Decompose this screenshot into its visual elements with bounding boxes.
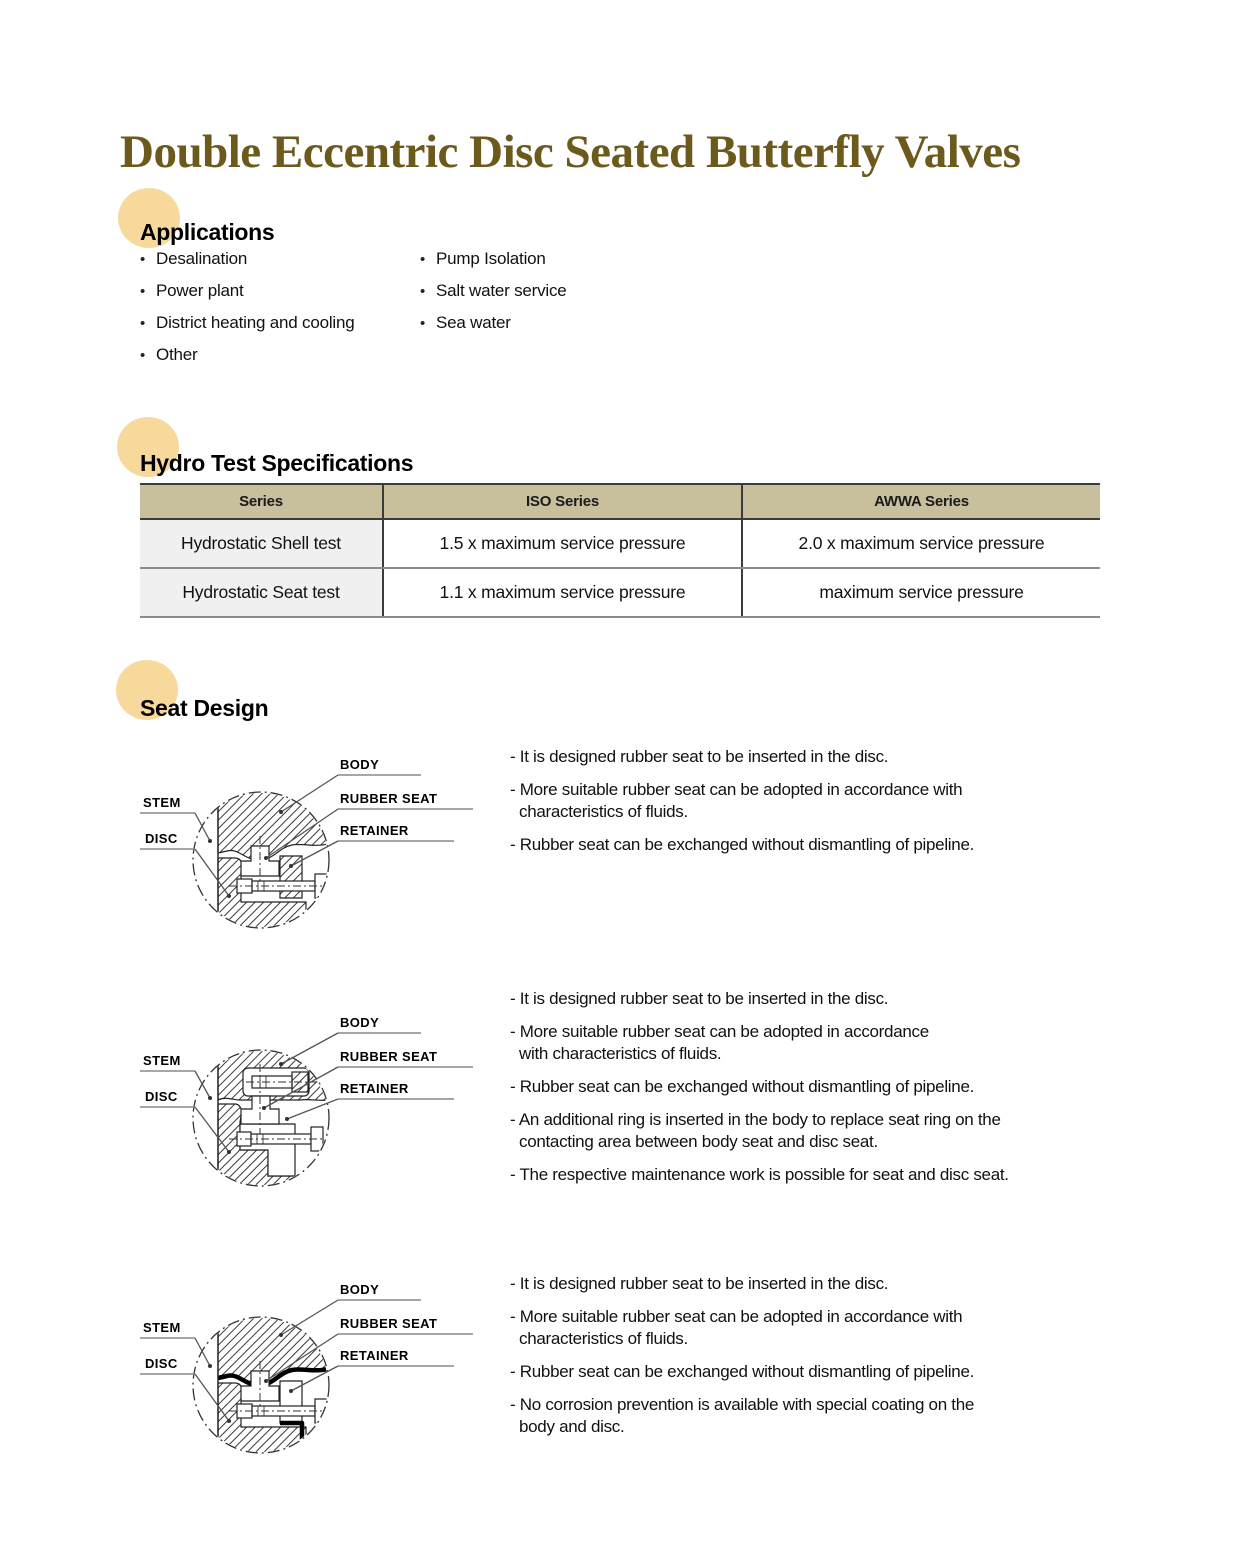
stem-label: STEM — [143, 795, 181, 810]
retainer-label: RETAINER — [340, 823, 409, 838]
leader-line — [287, 1099, 338, 1119]
note-line: characteristics of fluids. — [519, 802, 688, 821]
row-label-cell: Hydrostatic Shell test — [140, 519, 383, 568]
rubber-seat-label: RUBBER SEAT — [340, 791, 438, 806]
list-item-label: District heating and cooling — [156, 313, 355, 332]
note-line: - Rubber seat can be exchanged without dismantling of pipeline. — [510, 835, 975, 854]
table-header-row — [140, 484, 1100, 519]
note-line: with characteristics of fluids. — [519, 1044, 722, 1063]
list-item-label: Power plant — [156, 281, 244, 300]
table-cell: 2.0 x maximum service pressure — [742, 519, 1100, 568]
list-item — [140, 275, 355, 307]
list-item — [140, 339, 355, 371]
bullet-icon — [140, 243, 156, 275]
table-cell: 1.5 x maximum service pressure — [383, 519, 742, 568]
list-item — [420, 275, 567, 307]
leader-dot — [227, 1150, 231, 1154]
list-item-label: Sea water — [436, 313, 511, 332]
bullet-icon — [420, 275, 436, 307]
seat-design-notes-1 — [510, 746, 1170, 856]
rubber-seat-label: RUBBER SEAT — [340, 1316, 438, 1331]
applications-heading: Applications — [140, 219, 275, 246]
valve-cross-section — [218, 1315, 340, 1462]
seat-design-heading: Seat Design — [140, 695, 269, 722]
bullet-icon — [140, 275, 156, 307]
note-line: - More suitable rubber seat can be adopted in accordance with — [510, 1307, 963, 1326]
note-line: - An additional ring is inserted in the body to replace seat ring on the — [510, 1110, 1001, 1129]
leader-dot — [262, 1106, 266, 1110]
seat-design-diagram-2 — [140, 1008, 475, 1213]
diagram-labels — [140, 1015, 473, 1154]
disc-label: DISC — [145, 1356, 178, 1371]
column-header: Series — [140, 484, 383, 519]
body-label: BODY — [340, 1282, 380, 1297]
leader-dot — [289, 1389, 293, 1393]
list-item-label: Salt water service — [436, 281, 567, 300]
leader-dot — [208, 839, 212, 843]
leader-dot — [264, 1379, 268, 1383]
note-line: - The respective maintenance work is possible for seat and disc seat. — [510, 1165, 1009, 1184]
leader-dot — [279, 1333, 283, 1337]
valve-cross-section — [218, 1048, 340, 1190]
bullet-icon — [420, 243, 436, 275]
leader-dot — [279, 1062, 283, 1066]
seat-design-notes-3 — [510, 1273, 1170, 1438]
list-item-label: Pump Isolation — [436, 249, 546, 268]
leader-line — [281, 775, 338, 812]
leader-line — [281, 1300, 338, 1335]
leader-dot — [264, 856, 268, 860]
list-item — [420, 243, 567, 275]
note-line: - Rubber seat can be exchanged without dismantling of pipeline. — [510, 1362, 975, 1381]
seat-design-notes-2 — [510, 988, 1170, 1186]
table-row — [140, 519, 1100, 568]
leader-dot — [227, 1419, 231, 1423]
applications-list-left — [140, 243, 355, 371]
row-label-cell: Hydrostatic Seat test — [140, 568, 383, 617]
rubber-seat-label: RUBBER SEAT — [340, 1049, 438, 1064]
list-item-label: Other — [156, 345, 198, 364]
list-item — [140, 307, 355, 339]
valve-cross-section — [218, 790, 340, 937]
disc-label: DISC — [145, 831, 178, 846]
seat-design-diagram-1 — [140, 750, 475, 955]
note-line: - More suitable rubber seat can be adopted in accordance with — [510, 780, 963, 799]
stem-label: STEM — [143, 1053, 181, 1068]
leader-dot — [285, 1117, 289, 1121]
list-item — [140, 243, 355, 275]
retainer-label: RETAINER — [340, 1348, 409, 1363]
leader-line — [281, 1033, 338, 1064]
note-line: characteristics of fluids. — [519, 1329, 688, 1348]
note-line: - It is designed rubber seat to be inserted in the disc. — [510, 989, 889, 1008]
note-line: body and disc. — [519, 1417, 625, 1436]
bullet-icon — [140, 307, 156, 339]
leader-dot — [227, 894, 231, 898]
disc-label: DISC — [145, 1089, 178, 1104]
table-cell: maximum service pressure — [742, 568, 1100, 617]
body-label: BODY — [340, 757, 380, 772]
bullet-icon — [420, 307, 436, 339]
leader-dot — [208, 1096, 212, 1100]
seat-design-diagram-3 — [140, 1275, 475, 1480]
column-header: AWWA Series — [742, 484, 1100, 519]
stem-label: STEM — [143, 1320, 181, 1335]
page-title: Double Eccentric Disc Seated Butterfly Valves — [120, 126, 1021, 179]
note-line: - More suitable rubber seat can be adopted in accordance — [510, 1022, 929, 1041]
hydro-test-heading: Hydro Test Specifications — [140, 450, 414, 477]
leader-dot — [279, 810, 283, 814]
hydro-test-table — [140, 483, 1100, 618]
table-cell: 1.1 x maximum service pressure — [383, 568, 742, 617]
column-header: ISO Series — [383, 484, 742, 519]
note-line: - It is designed rubber seat to be inserted in the disc. — [510, 747, 889, 766]
applications-list-right — [420, 243, 567, 339]
body-label: BODY — [340, 1015, 380, 1030]
leader-dot — [208, 1364, 212, 1368]
note-line: - No corrosion prevention is available with special coating on the — [510, 1395, 975, 1414]
note-line: contacting area between body seat and disc seat. — [519, 1132, 878, 1151]
list-item — [420, 307, 567, 339]
table-row — [140, 568, 1100, 617]
note-line: - Rubber seat can be exchanged without dismantling of pipeline. — [510, 1077, 975, 1096]
list-item-label: Desalination — [156, 249, 248, 268]
retainer-label: RETAINER — [340, 1081, 409, 1096]
leader-dot — [289, 864, 293, 868]
note-line: - It is designed rubber seat to be inserted in the disc. — [510, 1274, 889, 1293]
bullet-icon — [140, 339, 156, 371]
